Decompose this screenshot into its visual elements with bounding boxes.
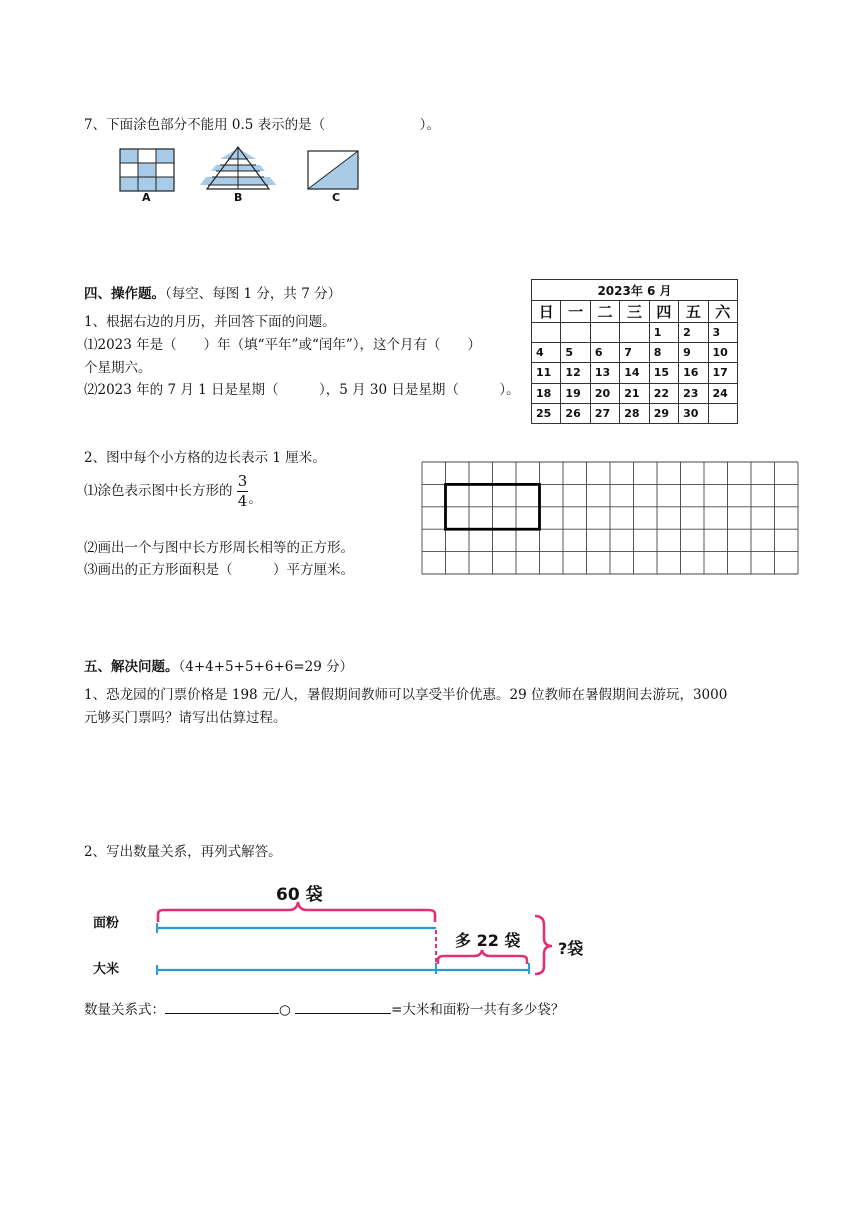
date-cell: 30 [679, 403, 708, 423]
question-7-text: 7、下面涂色部分不能用 0.5 表示的是（ ）。 [84, 117, 440, 133]
date-cell: 4 [532, 343, 561, 363]
s4-q2-text: 2、图中每个小方格的边长表示 1 厘米。 [84, 450, 326, 466]
date-cell: 3 [708, 323, 737, 343]
s4-q1-1-line2: 个星期六。 [84, 360, 152, 376]
date-cell [590, 323, 619, 343]
s5-q1-line2: 元够买门票吗？请写出估算过程。 [84, 710, 287, 726]
section-4-title: 四、操作题。 [84, 286, 165, 302]
relation-blank-2[interactable] [295, 1001, 391, 1014]
date-cell: 19 [561, 383, 590, 403]
date-cell [532, 323, 561, 343]
weekday-cell: 三 [620, 301, 649, 323]
total-flour-label: 60 袋 [276, 885, 323, 905]
date-cell: 21 [620, 383, 649, 403]
section-4-heading [84, 282, 341, 302]
s4-q1-1-line1: ⑴2023 年是（ ）年（填“平年”或“闰年”），这个月有（ ） [84, 337, 482, 353]
date-cell: 24 [708, 383, 737, 403]
calendar-title: 2023年 6 月 [532, 280, 738, 301]
date-cell [620, 323, 649, 343]
section-5-score: （4+4+5+5+6+6=29 分） [178, 659, 354, 675]
figure-c-label: C [332, 191, 341, 204]
square-grid[interactable] [421, 461, 801, 575]
date-cell: 2 [679, 323, 708, 343]
figure-b-triangle [200, 147, 276, 189]
relation-blank-1[interactable] [165, 1001, 279, 1014]
s5-q1-line1: 1、恐龙园的门票价格是 198 元/人，暑假期间教师可以享受半价优惠。29 位教师在暑假期间去游玩，3000 [84, 687, 728, 703]
date-cell: 26 [561, 403, 590, 423]
date-cell: 12 [561, 363, 590, 383]
date-cell: 1 [649, 323, 678, 343]
date-cell: 8 [649, 343, 678, 363]
section-5-title: 五、解决问题。 [84, 659, 179, 675]
section-5-heading [84, 655, 353, 675]
weekday-cell: 二 [590, 301, 619, 323]
relation-line [84, 998, 564, 1018]
weekday-cell: 四 [649, 301, 678, 323]
relation-suffix: =大米和面粉一共有多少袋？ [391, 1002, 565, 1018]
date-cell: 17 [708, 363, 737, 383]
fraction [237, 474, 249, 509]
s4-q2-1 [84, 474, 262, 509]
date-cell: 28 [620, 403, 649, 423]
s4-q2-2-text: ⑵画出一个与图中长方形周长相等的正方形。 [84, 540, 354, 556]
more-label: 多 22 袋 [455, 931, 521, 950]
date-cell: 16 [679, 363, 708, 383]
section-4-score: （每空、每图 1 分，共 7 分） [165, 286, 342, 302]
fraction-denominator: 4 [237, 492, 248, 510]
calendar-june-2023 [531, 279, 738, 424]
s4-q1-2-text: ⑵2023 年的 7 月 1 日是星期（ ），5 月 30 日是星期（ ）。 [84, 382, 520, 398]
date-cell: 13 [590, 363, 619, 383]
weekday-cell: 一 [561, 301, 590, 323]
date-cell: 25 [532, 403, 561, 423]
weekday-cell: 五 [679, 301, 708, 323]
flour-label: 面粉 [93, 916, 120, 931]
top-brace [158, 902, 435, 922]
figure-a-grid [120, 149, 174, 191]
more-brace [438, 950, 527, 964]
relation-operator-circle[interactable]: ○ [279, 1002, 291, 1018]
date-cell: 9 [679, 343, 708, 363]
date-cell: 11 [532, 363, 561, 383]
s4-q2-1-prefix: ⑴涂色表示图中长方形的 [84, 483, 233, 499]
right-brace [535, 916, 552, 974]
weekday-cell: 六 [708, 301, 737, 323]
weekday-cell: 日 [532, 301, 561, 323]
question-total-label: ?袋 [558, 939, 584, 958]
figure-a-label: A [142, 191, 151, 204]
date-cell: 15 [649, 363, 678, 383]
date-cell: 29 [649, 403, 678, 423]
s4-q1-text: 1、根据右边的月历，并回答下面的问题。 [84, 314, 336, 330]
date-cell: 7 [620, 343, 649, 363]
relation-prefix: 数量关系式： [84, 1002, 165, 1018]
date-cell [561, 323, 590, 343]
date-cell: 6 [590, 343, 619, 363]
figure-b-label: B [234, 191, 243, 204]
date-cell: 27 [590, 403, 619, 423]
s5-q2-text: 2、写出数量关系，再列式解答。 [84, 844, 282, 860]
date-cell: 22 [649, 383, 678, 403]
segment-diagram [84, 870, 644, 985]
date-cell: 14 [620, 363, 649, 383]
rice-label: 大米 [93, 962, 120, 977]
date-cell: 18 [532, 383, 561, 403]
date-cell: 23 [679, 383, 708, 403]
figure-c-rectangle [308, 151, 358, 189]
date-cell: 20 [590, 383, 619, 403]
date-cell: 5 [561, 343, 590, 363]
s4-q2-3-text: ⑶画出的正方形面积是（ ）平方厘米。 [84, 562, 354, 578]
fraction-numerator: 3 [237, 472, 248, 490]
s4-q2-1-suffix: 。 [248, 491, 262, 507]
date-cell [708, 403, 737, 423]
date-cell: 10 [708, 343, 737, 363]
